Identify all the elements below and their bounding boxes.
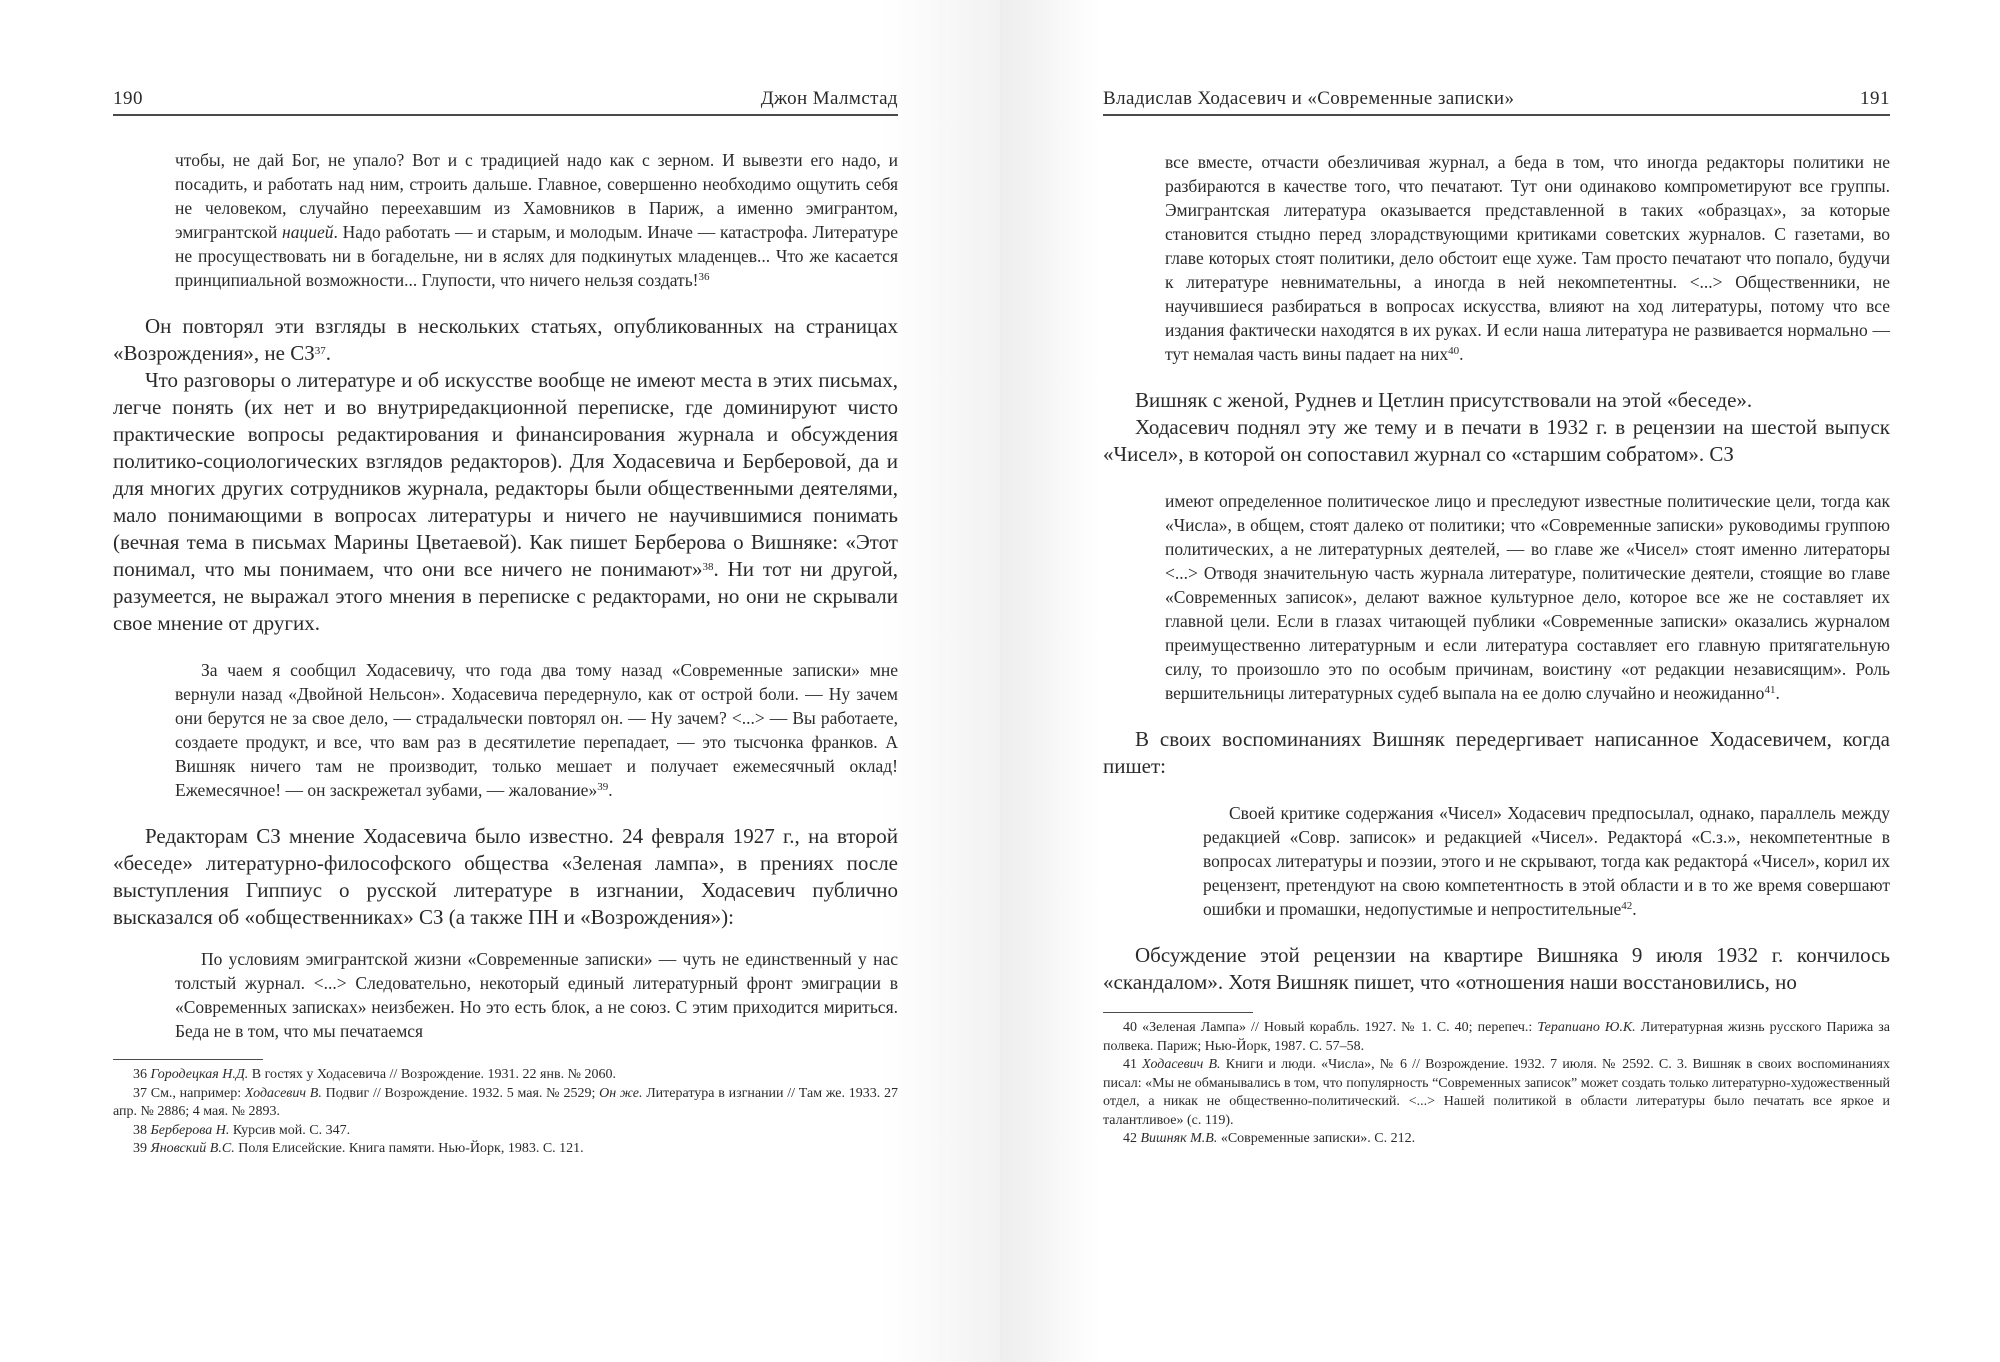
block-quote (175, 148, 898, 292)
text-run: Он повторял эти взгляды в нескольких статьях, опубликованных на страницах «Возрождения», не СЗ (113, 314, 898, 365)
text-run: 41 (1123, 1057, 1143, 1072)
block-quote (175, 947, 898, 1043)
block-quote (1165, 489, 1890, 705)
footnote-ref: 39 (597, 781, 609, 793)
paragraph (113, 313, 898, 367)
text-run: 39 (133, 1141, 151, 1156)
paragraph (113, 367, 898, 637)
text-run: 38 (133, 1122, 151, 1138)
text-run: Литературная жизнь русского Парижа за полвека. Париж; Нью-Йорк, 1987. С. 57–58. (1103, 1020, 1890, 1054)
footnotes (1103, 1019, 1890, 1149)
text-run: чтобы, не дай Бог, не упало? Вот и с традицией надо как с зерном. И вывезти его надо, и посадить, и работать над ним, строить дальше. Главное, совершенно необходимо ощутить себя не человеком, случайно переехавшим из Хамовников в Париж, а именно эмигрантом, эмигрантской (175, 150, 898, 242)
text-run: имеют определенное политическое лицо и преследуют известные политические цели, тогда как «Числа», в общем, стоят далеко от политики; что «Современные записки» руководимы группою политических, а не литературных деятелей, — во главе же «Чисел» стоят именно литераторы <...> Отводя значительную часть журнала литературе, политические деятели, стоящие во главе «Современных записок», делают важное культурное дело, которое все же не составляет их главной цели. Если в глазах читающей публики «Современные записки» оказались журналом преимущественно литературным и если литература составляет его главную притягательную силу, то произошло это по особым причинам, воистину «от редакции независящим». Роль вершительницы литературных судеб выпала на ее долю случайно и неожиданно (1165, 491, 1890, 703)
text-run: Подвиг // Возрождение. 1932. 5 мая. № 2529; (321, 1085, 600, 1101)
footnote-ref: 38 (702, 561, 714, 573)
text-run: . (325, 341, 332, 365)
footnote (1103, 1019, 1890, 1056)
running-title: Владислав Ходасевич и «Современные записки» (1103, 88, 1515, 109)
text-run: Что разговоры о литературе и об искусстве вообще не имеют места в этих письмах, легче понять (их нет и во внутриредакционной переписке, где доминируют чисто практические вопросы редактирования и финансирования журнала и обсуждения политико-социологических взглядов редакторов). Для Ходасевича и Берберовой, да и для многих других сотрудников журнала, редакторы были общественными деятелями, мало понимающими в вопросах литературы и ничего не научившимися понимать (вечная тема в письмах Марины Цветаевой). Как пишет Берберова о Вишняке: «Этот понимал, что мы понимаем, что они все ничего не понимают» (113, 368, 898, 581)
footnote-ref: 42 (1621, 900, 1633, 912)
text-run: Своей критике содержания «Чисел» Ходасевич предпосылал, однако, параллель между редакцией «Совр. записок» и редакцией «Чисел». Редакторá «С.з.», некомпетентные в вопросах литературы и поэзии, этого и не скрывают, тогда как редакторá «Чисел», корил их рецензент, претендуют на свою компетентность в этой области и в то же время совершают ошибки и промашки, недопустимые и непростительные (1203, 803, 1890, 919)
footnote (1103, 1130, 1890, 1149)
text-run: Редакторам СЗ мнение Ходасевича было известно. 24 февраля 1927 г., на второй «беседе» литературно-философского общества «Зеленая лампа», в прениях после выступления Гиппиус о русской литературе в изгнании, Ходасевич публично высказался об «общественниках» СЗ (а также ПН и «Возрождения»): (113, 824, 898, 929)
paragraph (1103, 387, 1890, 414)
text-run: За чаем я сообщил Ходасевичу, что года два тому назад «Современные записки» мне вернули назад «Двойной Нельсон». Ходасевича передернуло, как от острой боли. — Ну зачем они берутся не за свое дело, — страдальчески повторял он. — Ну зачем? <...> — Вы работаете, создаете продукт, и все, что вам раз в десятилетие перепадает, — это тысчонка франков. А Вишняк ничего там не производит, только мешает и получает ежемесячный оклад! Ежемесячное! — он заскрежетал зубами, — жалование» (175, 660, 898, 800)
text-run: Литература в изгнании // Там же. 1933. 27 апр. № 2886; 4 мая. № 2893. (113, 1085, 898, 1119)
footnote (113, 1122, 898, 1141)
block-quote (175, 658, 898, 802)
italic-text: Ходасевич В. (1142, 1057, 1221, 1072)
italic-text: Вишняк М.В. (1140, 1131, 1218, 1146)
footnote-rule (1103, 1012, 1253, 1013)
italic-text: Он же. (599, 1085, 643, 1101)
text-run: В гостях у Ходасевича // Возрождение. 1931. 22 янв. № 2060. (248, 1067, 616, 1082)
footnote-ref: 41 (1764, 684, 1776, 696)
text-run: «Современные записки». С. 212. (1217, 1131, 1416, 1146)
footnote (113, 1085, 898, 1122)
italic-text: Ходасевич В. (244, 1085, 322, 1101)
italic-text: Терапиано Ю.К. (1537, 1020, 1636, 1035)
footnote-ref: 36 (698, 271, 710, 283)
text-run: 36 (133, 1067, 151, 1082)
text-run: . Ни тот ни другой, разумеется, не выражал этого мнения в переписке с редакторами, но они не скрывали свое мнение от других. (113, 557, 898, 635)
text-run: Вишняк с женой, Руднев и Цетлин присутствовали на этой «беседе». (1135, 388, 1753, 412)
paragraph (1103, 942, 1890, 996)
text-run: . (608, 780, 613, 800)
footnotes (113, 1066, 898, 1159)
block-quote (1165, 150, 1890, 366)
right-page (1000, 0, 2000, 1362)
text-run: 40 «Зеленая Лампа» // Новый корабль. 1927. № 1. С. 40; перепеч.: (1123, 1020, 1538, 1035)
text-run: . (1632, 899, 1637, 919)
footnote (113, 1140, 898, 1159)
footnote-rule (113, 1059, 263, 1060)
text-run: Поля Елисейские. Книга памяти. Нью-Йорк, 1983. С. 121. (234, 1141, 584, 1156)
footnote (113, 1066, 898, 1085)
footnote (1103, 1056, 1890, 1130)
text-run: Обсуждение этой рецензии на квартире Вишняка 9 июля 1932 г. кончилось «скандалом». Хотя Вишняк пишет, что «отношения наши восстановились, но (1103, 943, 1890, 994)
paragraph (113, 823, 898, 931)
italic-text: Яновский В.С. (150, 1141, 235, 1156)
left-page-body (113, 148, 898, 1159)
page-number: 191 (1860, 88, 1890, 109)
footnote-ref: 37 (314, 345, 326, 357)
italic-text: нацией (282, 222, 334, 242)
italic-text: Берберова Н. (150, 1122, 230, 1138)
text-run: По условиям эмигрантской жизни «Современные записки» — чуть не единственный у нас толстый журнал. <...> Следовательно, некоторый единый литературный фронт эмиграции в «Современных записках» неизбежен. Но это есть блок, а не союз. С этим приходится мириться. Беда не в том, что мы печатаемся (175, 949, 898, 1041)
text-run: В своих воспоминаниях Вишняк передергивает написанное Ходасевичем, когда пишет: (1103, 727, 1890, 778)
running-title: Джон Малмстад (760, 88, 898, 109)
text-run: все вместе, отчасти обезличивая журнал, а беда в том, что иногда редакторы политики не разбираются в качестве того, что печатают. Тут они одинаково компрометируют все группы. Эмигрантская литература оказывается представленной в таких «образцах», за которые становится стыдно перед злорадствующими критиками советских журналов. С газетами, во главе которых стоят политики, дело обстоит еще хуже. Там просто печатают что попало, будучи к литературе невнимательны, а иногда в ней некомпетентны. <...> Общественники, не научившиеся разбираться в вопросах искусства, влияют на ход литературы, потому что все издания фактически находятся в их руках. И если наша литература не развивается нормально — тут немалая часть вины падает на них (1165, 152, 1890, 364)
right-page-header (1103, 84, 1890, 116)
text-run: Ходасевич поднял эту же тему и в печати в 1932 г. в рецензии на шестой выпуск «Чисел», в которой он сопоставил журнал со «старшим собратом». СЗ (1103, 415, 1890, 466)
right-page-body (1103, 150, 1890, 1149)
text-run: 37 См., например: (133, 1085, 245, 1101)
left-page-header (113, 84, 898, 116)
paragraph (1103, 726, 1890, 780)
text-run: Курсив мой. С. 347. (229, 1122, 351, 1138)
paragraph (1103, 414, 1890, 468)
text-run: . Надо работать — и старым, и молодым. Иначе — катастрофа. Литературе не просуществовать ни в богадельне, ни в яслях для подкинутых младенцев... Что же касается принципиальной возможности... Глупости, что ничего нельзя создать! (175, 222, 898, 290)
text-run: Книги и люди. «Числа», № 6 // Возрождение. 1932. 7 июля. № 2592. С. 3. Вишняк в своих воспоминаниях писал: «Мы не обманывались в том, что популярность “Современных записок” может создать только литературно-художественный отдел, а никак не общественно-политический. <...> Нашей политикой в области литературы было печатать все яркое и талантливое» (с. 119). (1103, 1057, 1890, 1128)
footnote-ref: 40 (1448, 345, 1460, 357)
block-quote (1203, 801, 1890, 921)
page-number: 190 (113, 88, 143, 109)
text-run: . (1775, 683, 1780, 703)
text-run: 42 (1123, 1131, 1141, 1146)
text-run: . (1459, 344, 1464, 364)
italic-text: Городецкая Н.Д. (150, 1067, 249, 1082)
